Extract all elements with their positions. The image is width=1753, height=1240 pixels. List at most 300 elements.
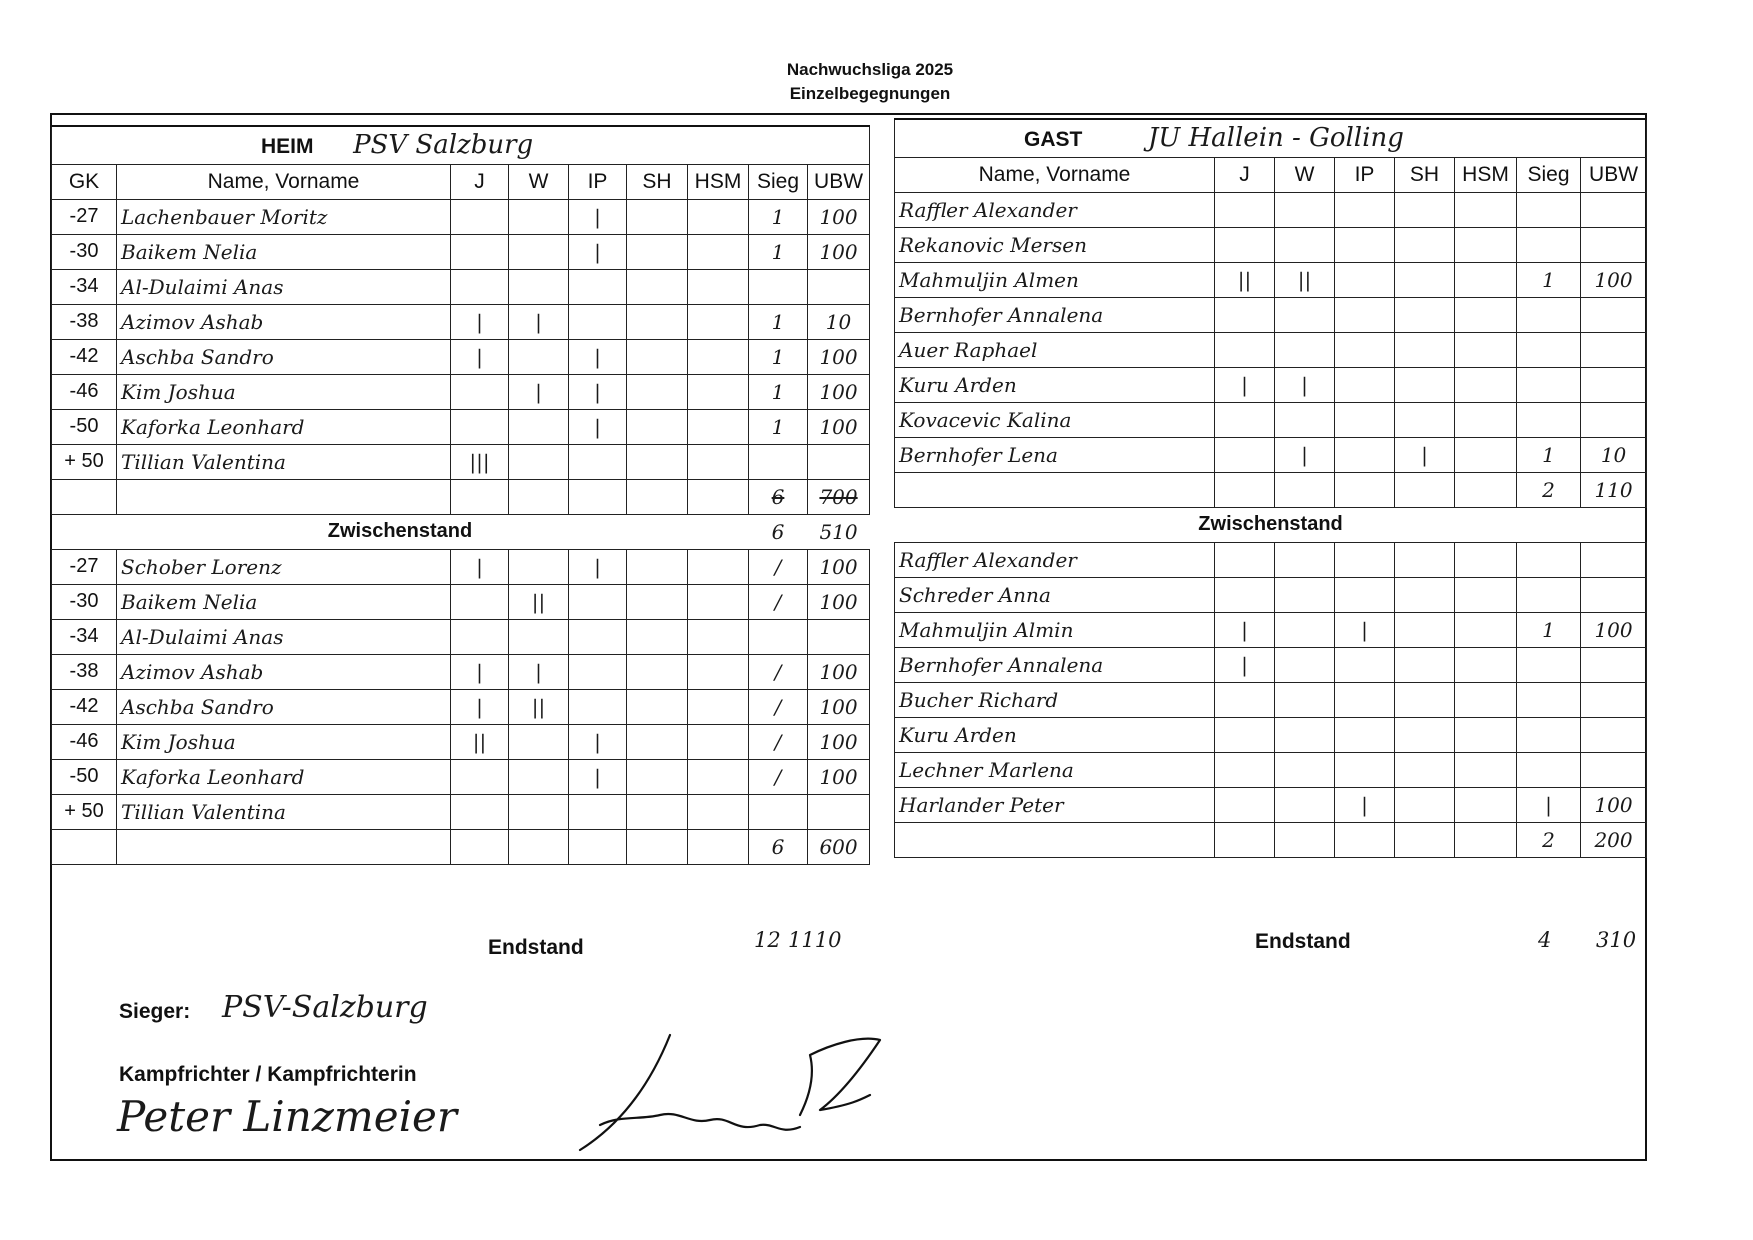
- weight-class: -46: [52, 724, 117, 759]
- sheet-title: Nachwuchsliga 2025: [786, 60, 954, 79]
- player-name: Raffler Alexander: [895, 542, 1215, 577]
- score-ip: [1335, 717, 1395, 752]
- score-ip: |: [569, 374, 627, 409]
- player-row: [52, 409, 870, 444]
- player-row: [52, 654, 870, 689]
- score-hsm: [1455, 262, 1517, 297]
- player-name: Kovacevic Kalina: [895, 402, 1215, 437]
- score-sieg: [1517, 752, 1581, 787]
- score-hsm: [1455, 192, 1517, 227]
- score-sieg: [1517, 332, 1581, 367]
- heim-round2-total-ubw: 600: [808, 829, 870, 864]
- gast-team-row: [895, 119, 1647, 157]
- col-j: J: [451, 164, 509, 199]
- player-row: [895, 437, 1647, 472]
- weight-class: -34: [52, 619, 117, 654]
- gast-round1-total-row: [895, 472, 1647, 507]
- score-sh: [627, 199, 688, 234]
- heim-endstand-sieg: 12: [754, 928, 781, 952]
- player-row: [52, 619, 870, 654]
- player-row: [895, 542, 1647, 577]
- score-w: [509, 234, 569, 269]
- score-sh: [1395, 227, 1455, 262]
- score-j: |: [451, 549, 509, 584]
- score-j: ||: [451, 724, 509, 759]
- score-ip: |: [569, 724, 627, 759]
- score-sieg: [1517, 297, 1581, 332]
- score-sh: [627, 444, 688, 479]
- player-name: Aschba Sandro: [117, 689, 451, 724]
- score-w: |: [1275, 437, 1335, 472]
- score-j: [1215, 297, 1275, 332]
- score-sh: [627, 304, 688, 339]
- score-sh: [627, 794, 688, 829]
- score-sieg: [1517, 717, 1581, 752]
- weight-class: -42: [52, 689, 117, 724]
- heim-round1-total-sieg: 6: [749, 479, 808, 514]
- weight-class: -38: [52, 304, 117, 339]
- score-sh: [627, 689, 688, 724]
- player-row: [895, 647, 1647, 682]
- player-row: [52, 234, 870, 269]
- heim-zwischenstand-sieg: 6: [771, 519, 785, 544]
- col-hsm: HSM: [1455, 157, 1517, 192]
- gast-zwischenstand-label: Zwischenstand: [895, 507, 1647, 542]
- kampfrichter-name: Peter Linzmeier: [117, 1092, 457, 1141]
- sheet-subtitle: Einzelbegegnungen: [789, 84, 951, 103]
- player-row: [52, 584, 870, 619]
- col-sh: SH: [627, 164, 688, 199]
- heim-zwischenstand-label: Zwischenstand: [52, 514, 749, 549]
- score-ip: |: [1335, 612, 1395, 647]
- score-ubw: [1581, 752, 1647, 787]
- score-hsm: [688, 584, 749, 619]
- heim-column-header: [52, 164, 870, 199]
- score-j: [451, 759, 509, 794]
- heim-zwischenstand-ubw: 510: [819, 519, 858, 544]
- score-sh: [1395, 717, 1455, 752]
- score-sieg: [1517, 682, 1581, 717]
- score-w: [509, 444, 569, 479]
- score-sh: [627, 339, 688, 374]
- score-hsm: [688, 549, 749, 584]
- score-j: |: [451, 339, 509, 374]
- score-w: [1275, 752, 1335, 787]
- col-ubw: UBW: [1581, 157, 1647, 192]
- col-j: J: [1215, 157, 1275, 192]
- score-j: [1215, 227, 1275, 262]
- score-w: [509, 339, 569, 374]
- col-w: W: [1275, 157, 1335, 192]
- score-hsm: [1455, 682, 1517, 717]
- score-sh: [1395, 262, 1455, 297]
- score-ubw: [1581, 332, 1647, 367]
- score-sieg: [1517, 542, 1581, 577]
- score-ip: |: [1335, 787, 1395, 822]
- weight-class: -50: [52, 759, 117, 794]
- weight-class: -42: [52, 339, 117, 374]
- weight-class: -46: [52, 374, 117, 409]
- score-ip: [1335, 227, 1395, 262]
- score-sh: [1395, 647, 1455, 682]
- score-j: [1215, 682, 1275, 717]
- player-row: [52, 794, 870, 829]
- score-hsm: [688, 234, 749, 269]
- score-ip: [1335, 577, 1395, 612]
- player-name: Kuru Arden: [895, 717, 1215, 752]
- score-w: ||: [509, 584, 569, 619]
- score-j: [1215, 437, 1275, 472]
- player-name: Rekanovic Mersen: [895, 227, 1215, 262]
- player-row: [895, 227, 1647, 262]
- score-ubw: 100: [808, 234, 870, 269]
- score-j: [1215, 332, 1275, 367]
- score-hsm: [688, 339, 749, 374]
- score-ip: |: [569, 234, 627, 269]
- score-ip: |: [569, 339, 627, 374]
- sieger-label: Sieger:: [119, 1000, 191, 1023]
- player-row: [895, 577, 1647, 612]
- heim-round1-total-row: [52, 479, 870, 514]
- score-ip: [1335, 402, 1395, 437]
- score-j: [1215, 542, 1275, 577]
- score-ip: [1335, 297, 1395, 332]
- score-hsm: [688, 269, 749, 304]
- score-ubw: 100: [808, 689, 870, 724]
- score-ubw: 100: [808, 549, 870, 584]
- score-sh: [627, 759, 688, 794]
- weight-class: -50: [52, 409, 117, 444]
- player-row: [895, 332, 1647, 367]
- score-w: [509, 794, 569, 829]
- player-row: [895, 297, 1647, 332]
- score-sh: [1395, 542, 1455, 577]
- score-sh: [1395, 192, 1455, 227]
- score-sieg: [1517, 227, 1581, 262]
- score-sieg: 1: [749, 339, 808, 374]
- gast-endstand-sieg: 4: [1538, 928, 1552, 952]
- score-ip: [1335, 192, 1395, 227]
- score-ip: [569, 619, 627, 654]
- player-row: [52, 269, 870, 304]
- score-ubw: 100: [808, 199, 870, 234]
- score-w: |: [1275, 367, 1335, 402]
- score-hsm: [1455, 332, 1517, 367]
- gast-column-header: [895, 157, 1647, 192]
- score-ip: [569, 794, 627, 829]
- score-ubw: [1581, 402, 1647, 437]
- player-row: [52, 444, 870, 479]
- score-j: [451, 409, 509, 444]
- heim-table: [51, 125, 870, 865]
- heim-label: HEIM: [261, 135, 314, 159]
- score-sieg: /: [749, 689, 808, 724]
- score-ip: [1335, 332, 1395, 367]
- score-hsm: [688, 304, 749, 339]
- score-ubw: 100: [1581, 612, 1647, 647]
- score-hsm: [1455, 297, 1517, 332]
- gast-endstand-label: Endstand: [1255, 930, 1351, 953]
- score-sh: [1395, 682, 1455, 717]
- score-j: [451, 619, 509, 654]
- score-sieg: [749, 794, 808, 829]
- player-name: Mahmuljin Almen: [895, 262, 1215, 297]
- score-sieg: |: [1517, 787, 1581, 822]
- heim-team-row: [52, 126, 870, 164]
- score-hsm: [688, 409, 749, 444]
- score-ip: [569, 269, 627, 304]
- col-sieg: Sieg: [749, 164, 808, 199]
- player-name: Baikem Nelia: [117, 234, 451, 269]
- player-name: Schreder Anna: [895, 577, 1215, 612]
- score-ubw: [1581, 227, 1647, 262]
- score-sh: [1395, 787, 1455, 822]
- score-j: [1215, 402, 1275, 437]
- score-j: [1215, 717, 1275, 752]
- score-w: ||: [509, 689, 569, 724]
- score-hsm: [1455, 647, 1517, 682]
- player-name: Bernhofer Annalena: [895, 297, 1215, 332]
- score-j: |: [1215, 647, 1275, 682]
- score-hsm: [1455, 367, 1517, 402]
- score-ubw: [1581, 297, 1647, 332]
- score-ip: [1335, 682, 1395, 717]
- score-ubw: 100: [808, 409, 870, 444]
- score-w: [1275, 787, 1335, 822]
- player-row: [895, 752, 1647, 787]
- player-name: Baikem Nelia: [117, 584, 451, 619]
- score-ip: [1335, 647, 1395, 682]
- score-w: [1275, 332, 1335, 367]
- score-j: [451, 794, 509, 829]
- score-ubw: [808, 619, 870, 654]
- score-sh: [1395, 752, 1455, 787]
- player-name: Mahmuljin Almin: [895, 612, 1215, 647]
- score-j: [451, 584, 509, 619]
- score-sh: [1395, 577, 1455, 612]
- player-name: Kuru Arden: [895, 367, 1215, 402]
- player-name: Al-Dulaimi Anas: [117, 619, 451, 654]
- gast-round1-total-sieg: 2: [1517, 472, 1581, 507]
- score-ubw: [1581, 192, 1647, 227]
- score-hsm: [1455, 437, 1517, 472]
- score-sieg: /: [749, 724, 808, 759]
- score-w: ||: [1275, 262, 1335, 297]
- score-ip: |: [569, 549, 627, 584]
- score-j: |: [451, 654, 509, 689]
- heim-round2-total-row: [52, 829, 870, 864]
- score-ubw: 10: [808, 304, 870, 339]
- weight-class: -38: [52, 654, 117, 689]
- score-j: |: [451, 304, 509, 339]
- score-sh: [627, 374, 688, 409]
- player-name: Bernhofer Lena: [895, 437, 1215, 472]
- player-name: Aschba Sandro: [117, 339, 451, 374]
- player-name: Kim Joshua: [117, 374, 451, 409]
- score-j: ||: [1215, 262, 1275, 297]
- player-row: [895, 192, 1647, 227]
- weight-class: -27: [52, 549, 117, 584]
- score-sh: [627, 549, 688, 584]
- score-ip: [569, 689, 627, 724]
- score-sieg: [1517, 402, 1581, 437]
- score-sieg: 1: [749, 199, 808, 234]
- score-sieg: 1: [749, 374, 808, 409]
- player-name: Tillian Valentina: [117, 444, 451, 479]
- score-w: [509, 759, 569, 794]
- score-ubw: [808, 794, 870, 829]
- score-sieg: [749, 269, 808, 304]
- score-ubw: 100: [808, 374, 870, 409]
- score-hsm: [1455, 612, 1517, 647]
- score-hsm: [1455, 227, 1517, 262]
- score-ubw: 100: [808, 654, 870, 689]
- player-name: Bernhofer Annalena: [895, 647, 1215, 682]
- col-ip: IP: [569, 164, 627, 199]
- score-w: [1275, 682, 1335, 717]
- score-ip: [569, 444, 627, 479]
- score-w: [509, 619, 569, 654]
- player-name: Azimov Ashab: [117, 654, 451, 689]
- score-hsm: [688, 444, 749, 479]
- gast-endstand-ubw: 310: [1596, 928, 1637, 952]
- weight-class: -27: [52, 199, 117, 234]
- score-sh: [1395, 297, 1455, 332]
- score-sieg: [1517, 647, 1581, 682]
- score-sieg: /: [749, 759, 808, 794]
- score-w: [509, 199, 569, 234]
- score-ip: [569, 304, 627, 339]
- score-ip: [1335, 262, 1395, 297]
- score-ubw: [1581, 542, 1647, 577]
- score-sh: [1395, 367, 1455, 402]
- score-hsm: [1455, 787, 1517, 822]
- score-j: [451, 199, 509, 234]
- player-row: [52, 339, 870, 374]
- score-w: [1275, 402, 1335, 437]
- player-name: Lachenbauer Moritz: [117, 199, 451, 234]
- score-hsm: [1455, 752, 1517, 787]
- player-name: Raffler Alexander: [895, 192, 1215, 227]
- player-name: Kaforka Leonhard: [117, 409, 451, 444]
- score-j: |: [1215, 612, 1275, 647]
- score-hsm: [1455, 717, 1517, 752]
- player-name: Kaforka Leonhard: [117, 759, 451, 794]
- score-sh: [627, 724, 688, 759]
- score-w: [1275, 612, 1335, 647]
- score-sh: [1395, 612, 1455, 647]
- score-hsm: [688, 619, 749, 654]
- player-name: Harlander Peter: [895, 787, 1215, 822]
- player-row: [52, 374, 870, 409]
- score-sh: [1395, 332, 1455, 367]
- score-sieg: [749, 619, 808, 654]
- score-hsm: [688, 794, 749, 829]
- score-ubw: [808, 269, 870, 304]
- score-j: |||: [451, 444, 509, 479]
- col-sieg: Sieg: [1517, 157, 1581, 192]
- player-row: [52, 199, 870, 234]
- player-row: [895, 682, 1647, 717]
- heim-zwischenstand-row: [52, 514, 870, 549]
- score-sieg: /: [749, 549, 808, 584]
- score-w: [1275, 647, 1335, 682]
- score-j: [1215, 577, 1275, 612]
- score-j: [1215, 192, 1275, 227]
- col-gk: GK: [52, 164, 117, 199]
- player-row: [52, 759, 870, 794]
- player-row: [52, 549, 870, 584]
- col-hsm: HSM: [688, 164, 749, 199]
- score-sieg: 1: [749, 409, 808, 444]
- score-ubw: [1581, 647, 1647, 682]
- score-hsm: [688, 374, 749, 409]
- gast-round2-total-sieg: 2: [1517, 822, 1581, 857]
- score-w: [1275, 717, 1335, 752]
- score-sieg: /: [749, 584, 808, 619]
- score-w: [509, 549, 569, 584]
- score-w: [509, 409, 569, 444]
- score-j: |: [451, 689, 509, 724]
- score-sieg: [1517, 577, 1581, 612]
- heim-round2-total-sieg: 6: [749, 829, 808, 864]
- score-sieg: [1517, 192, 1581, 227]
- score-sieg: 1: [1517, 612, 1581, 647]
- player-name: Azimov Ashab: [117, 304, 451, 339]
- score-sh: [627, 654, 688, 689]
- score-w: |: [509, 654, 569, 689]
- score-w: [1275, 297, 1335, 332]
- kampfrichter-label: Kampfrichter / Kampfrichterin: [119, 1063, 417, 1086]
- heim-endstand-ubw: 1110: [788, 928, 842, 952]
- score-sh: [627, 269, 688, 304]
- player-row: [895, 367, 1647, 402]
- player-name: Bucher Richard: [895, 682, 1215, 717]
- score-ubw: 100: [808, 759, 870, 794]
- score-ubw: 100: [808, 584, 870, 619]
- score-j: |: [1215, 367, 1275, 402]
- score-sieg: 1: [749, 234, 808, 269]
- score-ubw: [1581, 717, 1647, 752]
- col-ip: IP: [1335, 157, 1395, 192]
- score-sh: [1395, 402, 1455, 437]
- score-sieg: 1: [1517, 262, 1581, 297]
- score-ubw: 100: [1581, 787, 1647, 822]
- score-ip: [1335, 752, 1395, 787]
- score-w: [509, 724, 569, 759]
- score-hsm: [688, 199, 749, 234]
- signature-image: [560, 1015, 900, 1155]
- score-sh: [627, 619, 688, 654]
- player-name: Auer Raphael: [895, 332, 1215, 367]
- score-w: [509, 269, 569, 304]
- score-ip: [569, 654, 627, 689]
- score-j: [1215, 752, 1275, 787]
- player-row: [52, 689, 870, 724]
- score-sieg: [1517, 367, 1581, 402]
- score-w: [1275, 542, 1335, 577]
- score-ip: |: [569, 199, 627, 234]
- score-hsm: [1455, 542, 1517, 577]
- score-ip: [1335, 437, 1395, 472]
- score-sh: [627, 584, 688, 619]
- score-ip: [1335, 367, 1395, 402]
- score-hsm: [1455, 402, 1517, 437]
- col-name: Name, Vorname: [117, 164, 451, 199]
- score-sh: [627, 234, 688, 269]
- gast-zwischenstand-row: [895, 507, 1647, 542]
- col-w: W: [509, 164, 569, 199]
